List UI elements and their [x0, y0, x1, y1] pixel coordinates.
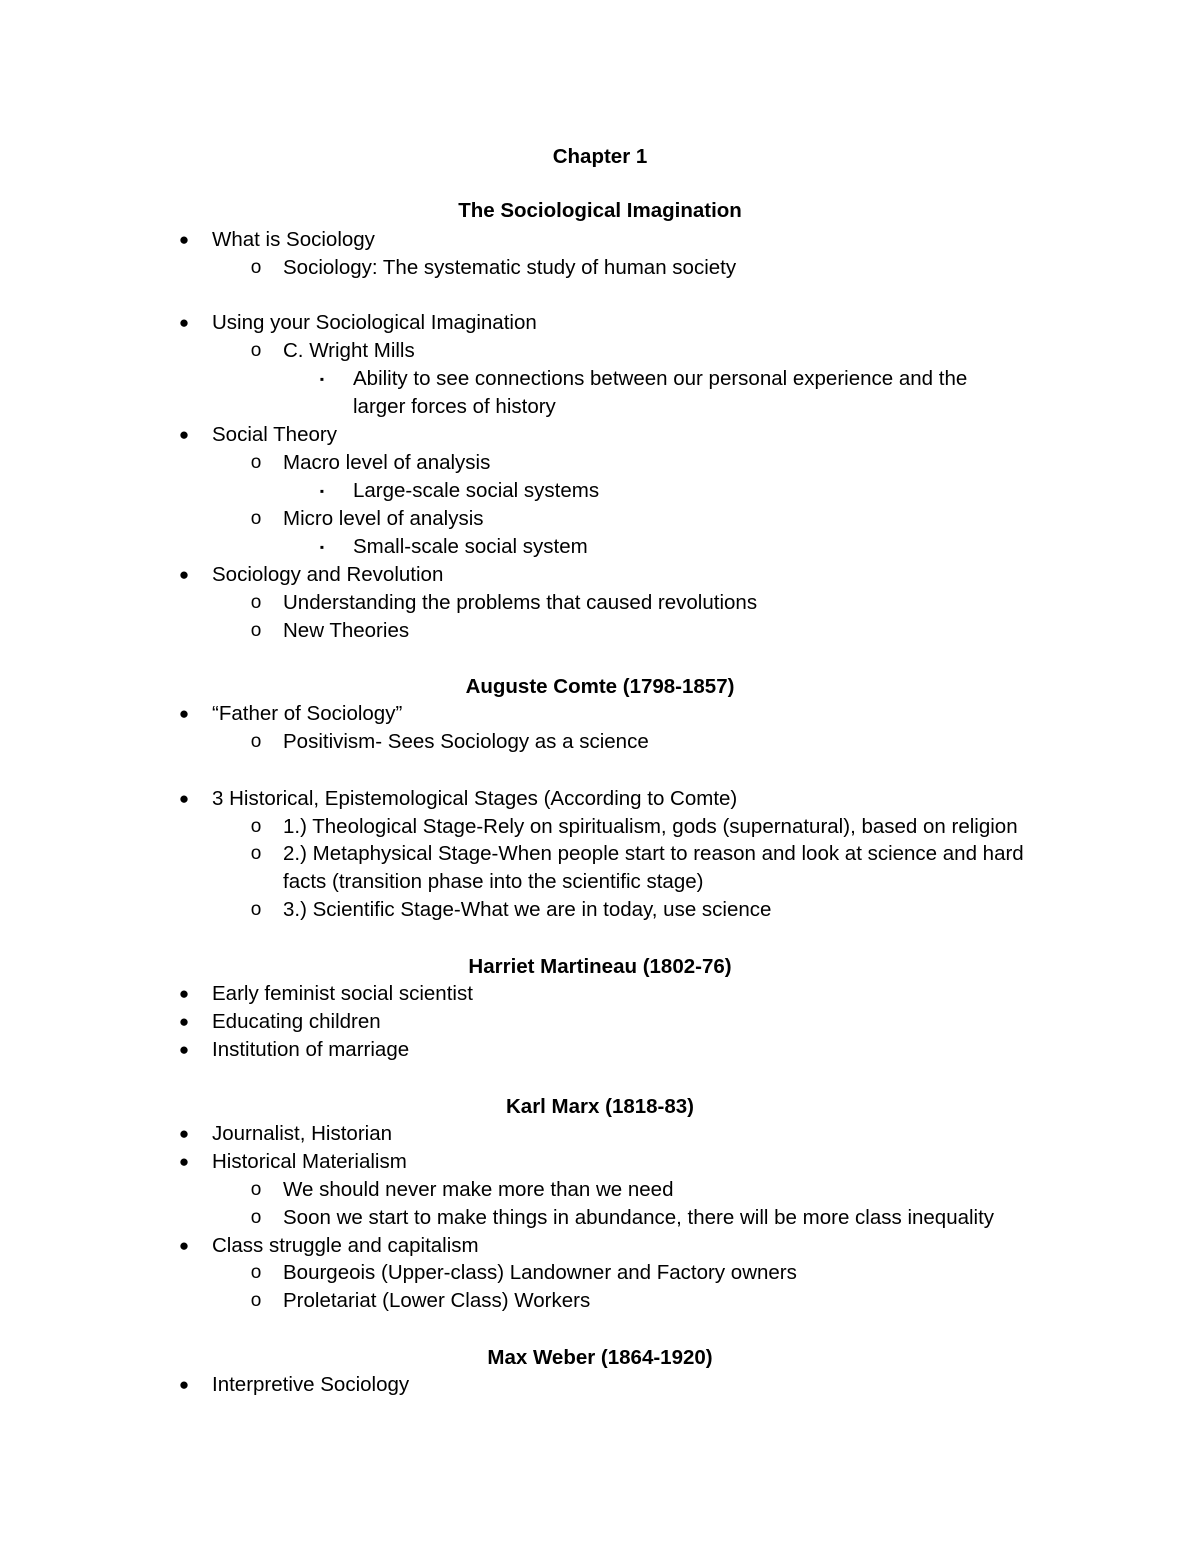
bullet-level-1-icon: ●	[178, 1375, 190, 1394]
section-heading: Harriet Martineau (1802-76)	[468, 955, 732, 978]
list-item-level-1: “Father of Sociology”	[212, 702, 403, 725]
bullet-level-1-icon: ●	[178, 704, 190, 723]
section-heading: The Sociological Imagination	[458, 199, 742, 222]
bullet-level-1-icon: ●	[178, 1040, 190, 1059]
list-item-level-1: Historical Materialism	[212, 1150, 407, 1173]
list-item-level-2: Macro level of analysis	[283, 451, 491, 474]
list-item-level-1: What is Sociology	[212, 228, 375, 251]
list-item-level-1: Using your Sociological Imagination	[212, 311, 537, 334]
list-item-level-2: 2.) Metaphysical Stage-When people start to reason and look at science and hard	[283, 842, 1024, 865]
list-item-level-1: Institution of marriage	[212, 1038, 410, 1061]
bullet-level-2-icon: o	[250, 1207, 262, 1228]
list-item-level-2: 3.) Scientific Stage-What we are in today, use science	[283, 898, 772, 921]
list-item-level-1: Journalist, Historian	[212, 1122, 393, 1145]
bullet-level-2-icon: o	[250, 452, 262, 473]
list-item-level-3: Small-scale social system	[353, 535, 588, 558]
bullet-level-2-icon: o	[250, 1290, 262, 1311]
section-heading: Chapter 1	[552, 145, 648, 168]
bullet-level-1-icon: ●	[178, 425, 190, 444]
list-item-level-1: Educating children	[212, 1010, 381, 1033]
list-item-level-2: 1.) Theological Stage-Rely on spiritualism, gods (supernatural), based on religion	[283, 815, 1018, 838]
list-item-level-3: Large-scale social systems	[353, 479, 600, 502]
bullet-level-3-icon: ▪	[319, 540, 325, 554]
bullet-level-3-icon: ▪	[319, 484, 325, 498]
section-heading: Auguste Comte (1798-1857)	[465, 675, 735, 698]
list-item-level-2: Soon we start to make things in abundance, there will be more class inequality	[283, 1206, 995, 1229]
bullet-level-2-icon: o	[250, 816, 262, 837]
list-item-level-3: Ability to see connections between our personal experience and the	[353, 367, 968, 390]
list-item-level-1: 3 Historical, Epistemological Stages (According to Comte)	[212, 787, 738, 810]
bullet-level-2-icon: o	[250, 340, 262, 361]
bullet-level-1-icon: ●	[178, 1236, 190, 1255]
bullet-level-2-icon: o	[250, 843, 262, 864]
list-item-level-2: Understanding the problems that caused revolutions	[283, 591, 758, 614]
list-item-level-2: Micro level of analysis	[283, 507, 484, 530]
bullet-level-1-icon: ●	[178, 789, 190, 808]
bullet-level-1-icon: ●	[178, 1012, 190, 1031]
bullet-level-1-icon: ●	[178, 565, 190, 584]
section-heading: Max Weber (1864-1920)	[487, 1346, 713, 1369]
bullet-level-1-icon: ●	[178, 984, 190, 1003]
list-item-level-2: C. Wright Mills	[283, 339, 415, 362]
bullet-level-2-icon: o	[250, 899, 262, 920]
list-item-level-2: Positivism- Sees Sociology as a science	[283, 730, 649, 753]
bullet-level-2-icon: o	[250, 620, 262, 641]
section-heading: Karl Marx (1818-83)	[505, 1095, 694, 1118]
bullet-level-2-icon: o	[250, 1179, 262, 1200]
bullet-level-2-icon: o	[250, 508, 262, 529]
bullet-level-1-icon: ●	[178, 230, 190, 249]
list-item-level-1: Class struggle and capitalism	[212, 1234, 479, 1257]
bullet-level-2-icon: o	[250, 731, 262, 752]
list-item-level-2: We should never make more than we need	[283, 1178, 674, 1201]
list-item-level-1: Interpretive Sociology	[212, 1373, 410, 1396]
bullet-level-1-icon: ●	[178, 1124, 190, 1143]
list-item-continuation: facts (transition phase into the scientific stage)	[283, 870, 704, 893]
list-item-level-2: Sociology: The systematic study of human society	[283, 256, 737, 279]
bullet-level-1-icon: ●	[178, 313, 190, 332]
list-item-continuation: larger forces of history	[353, 395, 556, 418]
list-item-level-2: New Theories	[283, 619, 410, 642]
list-item-level-2: Bourgeois (Upper-class) Landowner and Factory owners	[283, 1261, 797, 1284]
list-item-level-1: Early feminist social scientist	[212, 982, 473, 1005]
list-item-level-1: Sociology and Revolution	[212, 563, 444, 586]
list-item-level-2: Proletariat (Lower Class) Workers	[283, 1289, 591, 1312]
bullet-level-2-icon: o	[250, 1262, 262, 1283]
bullet-level-1-icon: ●	[178, 1152, 190, 1171]
list-item-level-1: Social Theory	[212, 423, 337, 446]
bullet-level-2-icon: o	[250, 257, 262, 278]
bullet-level-2-icon: o	[250, 592, 262, 613]
bullet-level-3-icon: ▪	[319, 372, 325, 386]
